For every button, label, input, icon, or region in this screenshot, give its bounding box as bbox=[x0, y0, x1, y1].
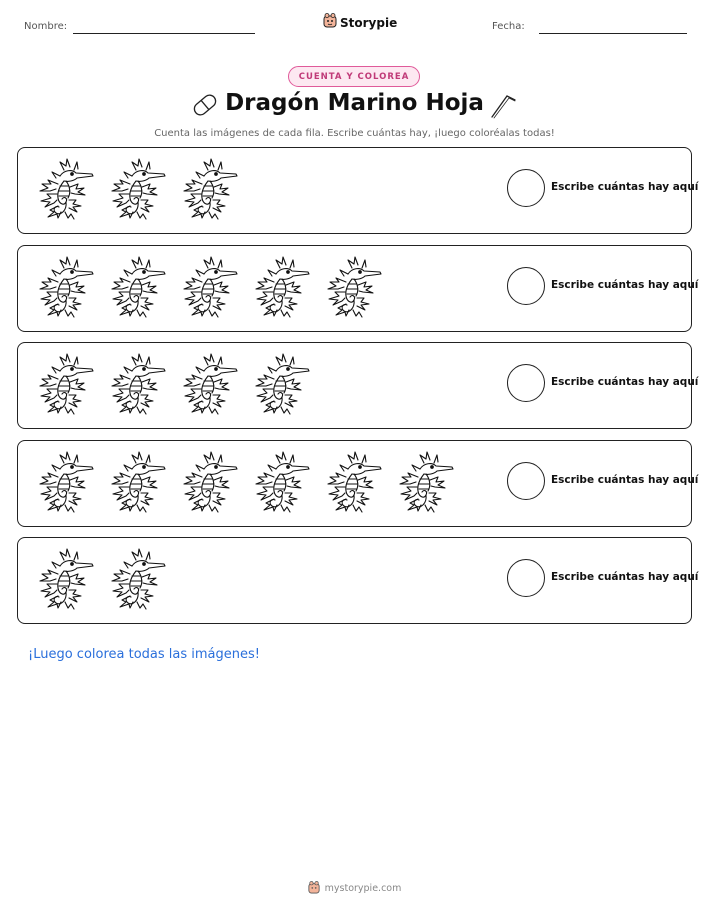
counting-row bbox=[17, 245, 699, 332]
answer-prompt: Escribe cuántas hay aquí bbox=[551, 474, 699, 486]
leafy-sea-dragon-icon bbox=[102, 254, 174, 322]
answer-circle[interactable] bbox=[507, 169, 545, 207]
leafy-sea-dragon-icon bbox=[246, 351, 318, 419]
instructions: Cuenta las imágenes de cada fila. Escribe cuántas hay, ¡luego coloréalas todas! bbox=[154, 128, 555, 139]
page-title: Dragón Marino Hoja bbox=[225, 90, 484, 116]
leafy-sea-dragon-icon bbox=[174, 449, 246, 517]
name-field[interactable] bbox=[73, 33, 255, 34]
image-group bbox=[30, 546, 174, 614]
leafy-sea-dragon-icon bbox=[30, 546, 102, 614]
leafy-sea-dragon-icon bbox=[102, 546, 174, 614]
brand-name: Storypie bbox=[340, 15, 398, 30]
date-field[interactable] bbox=[539, 33, 687, 34]
image-group bbox=[30, 351, 318, 419]
answer-prompt: Escribe cuántas hay aquí bbox=[551, 181, 699, 193]
leafy-sea-dragon-icon bbox=[102, 351, 174, 419]
leafy-sea-dragon-icon bbox=[30, 449, 102, 517]
answer-circle[interactable] bbox=[507, 364, 545, 402]
footer bbox=[0, 879, 709, 898]
leafy-sea-dragon-icon bbox=[390, 449, 462, 517]
stick-icon bbox=[488, 91, 518, 125]
storypie-logo-icon bbox=[323, 13, 337, 32]
answer-prompt: Escribe cuántas hay aquí bbox=[551, 376, 699, 388]
counting-row bbox=[17, 342, 699, 429]
footer-url: mystorypie.com bbox=[324, 883, 402, 894]
date-label: Fecha: bbox=[492, 21, 525, 32]
leafy-sea-dragon-icon bbox=[30, 351, 102, 419]
leafy-sea-dragon-icon bbox=[102, 156, 174, 224]
leafy-sea-dragon-icon bbox=[318, 449, 390, 517]
coloring-note: ¡Luego colorea todas las imágenes! bbox=[28, 647, 260, 662]
counting-row bbox=[17, 537, 699, 624]
worksheet-header bbox=[0, 0, 709, 50]
answer-circle[interactable] bbox=[507, 559, 545, 597]
storypie-logo-icon bbox=[308, 879, 320, 898]
counting-row bbox=[17, 147, 699, 234]
image-group bbox=[30, 156, 246, 224]
leafy-sea-dragon-icon bbox=[246, 449, 318, 517]
leafy-sea-dragon-icon bbox=[174, 351, 246, 419]
leafy-sea-dragon-icon bbox=[30, 156, 102, 224]
leafy-sea-dragon-icon bbox=[30, 254, 102, 322]
answer-prompt: Escribe cuántas hay aquí bbox=[551, 571, 699, 583]
title-row bbox=[0, 88, 709, 126]
brand bbox=[323, 13, 397, 32]
image-group bbox=[30, 449, 462, 517]
leafy-sea-dragon-icon bbox=[246, 254, 318, 322]
leafy-sea-dragon-icon bbox=[318, 254, 390, 322]
leafy-sea-dragon-icon bbox=[174, 254, 246, 322]
image-group bbox=[30, 254, 390, 322]
answer-circle[interactable] bbox=[507, 267, 545, 305]
leafy-sea-dragon-icon bbox=[174, 156, 246, 224]
activity-badge: CUENTA Y COLOREA bbox=[288, 66, 420, 87]
leafy-sea-dragon-icon bbox=[102, 449, 174, 517]
counting-row bbox=[17, 440, 699, 527]
name-label: Nombre: bbox=[24, 21, 68, 32]
answer-circle[interactable] bbox=[507, 462, 545, 500]
answer-prompt: Escribe cuántas hay aquí bbox=[551, 279, 699, 291]
